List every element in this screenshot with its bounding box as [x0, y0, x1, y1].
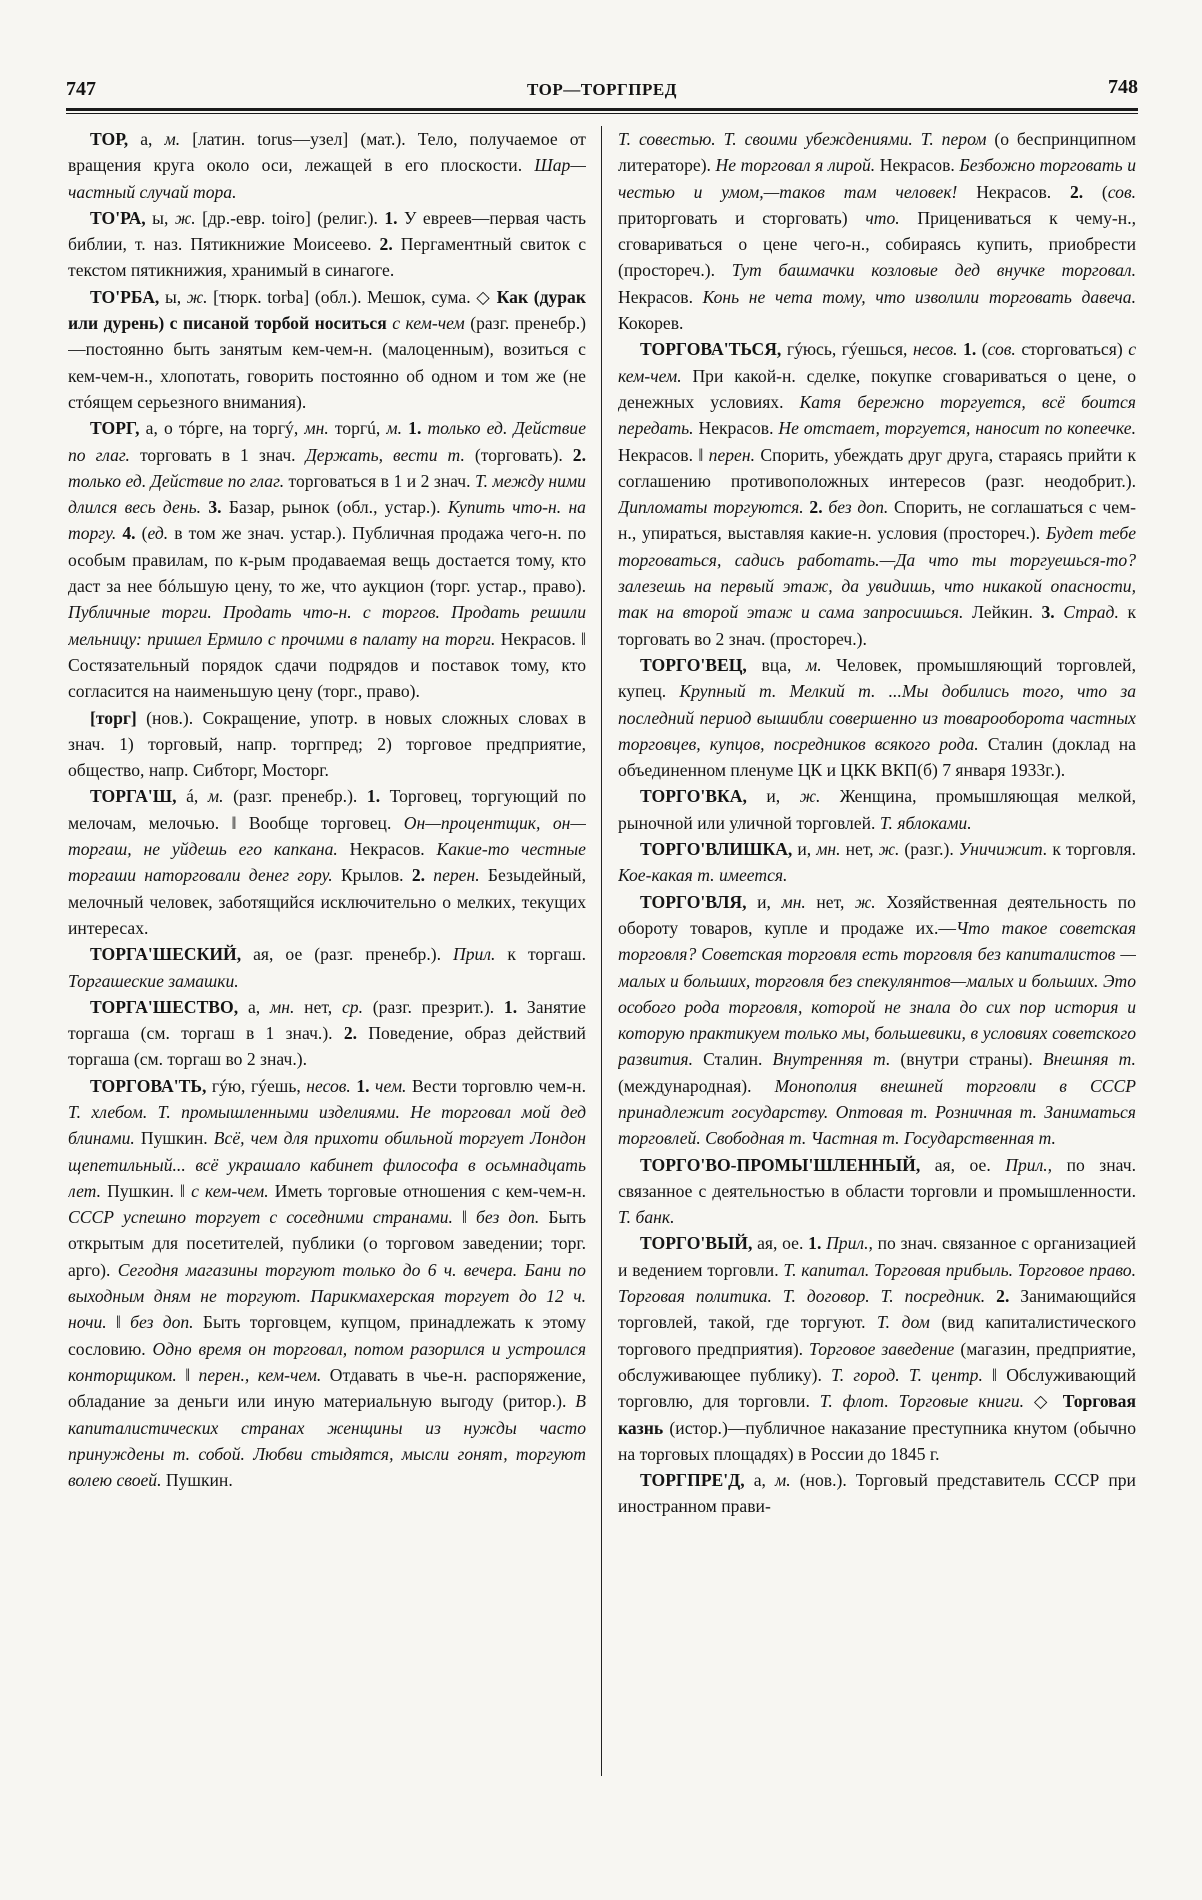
definition-text: Сталин.	[692, 1049, 773, 1070]
example-text: Будет тебе торговаться, садись работать.—Да что ты торгуешься-то? залезешь на первый этаж, да увидишь, что никакой опасности, так на второй этаж и сама запросишься.	[618, 523, 1136, 623]
example-text: м.	[164, 129, 181, 149]
definition-text: по знач. связанное с деятельностью в области торговли и промышленности.	[618, 1154, 1136, 1201]
dictionary-entry	[618, 783, 1136, 836]
headword: ТОРГОВА'ТЬ,	[90, 1075, 207, 1096]
example-text: м.	[806, 654, 822, 675]
definition-text: Вести торговлю чем-н.	[406, 1075, 586, 1096]
example-text: м.	[386, 418, 403, 439]
example-text: ед.	[147, 523, 169, 544]
definition-text: (о беспринципном литераторе).	[618, 129, 1136, 176]
definition-text: (	[135, 523, 148, 544]
dictionary-entry	[68, 705, 586, 784]
example-text: Т. дом	[876, 1312, 930, 1333]
definition-text	[985, 1286, 996, 1306]
example-text: только ед. Действие по глаг.	[68, 418, 586, 465]
headword: ТОРГА'Ш,	[90, 786, 177, 807]
definition-text: ая, ое.	[920, 1154, 1006, 1175]
headword: ТОР,	[90, 129, 129, 149]
example-text: с кем-чем.	[191, 1180, 269, 1201]
sense-number: 1.	[408, 418, 422, 439]
headword: ТОРГА'ШЕСКИЙ,	[90, 944, 242, 965]
headword: ТОРГО'ВЫЙ,	[640, 1233, 753, 1254]
example-text: перен.	[425, 865, 480, 886]
example-text: что.	[865, 207, 900, 228]
definition-text: Безыдейный, мелочный человек, заботящийся исключительно о мелких, текущих интересах.	[68, 865, 586, 938]
definition-text: и,	[746, 891, 782, 912]
example-text: Т. между ними длился весь день.	[68, 470, 586, 518]
definition-text: ‖	[106, 1312, 131, 1333]
phrase: Как (дурак или дурень) с писаной торбой носиться	[68, 286, 586, 334]
definition-text: Занятие торгаша (см. торгаш в 1 знач.).	[68, 996, 586, 1044]
definition-text: (внутри страны).	[890, 1049, 1043, 1070]
definition-text: ы,	[159, 286, 187, 307]
definition-text: Женщина, промышляющая мелкой, рыночной или уличной торговлей.	[618, 786, 1136, 833]
definition-text: ая, ое (разг. пренебр.).	[241, 944, 454, 965]
sense-number: 1.	[356, 1075, 370, 1096]
dictionary-entry	[68, 284, 586, 415]
definition-text: Некрасов. ‖ Состязательный порядок сдачи подрядов и поставок тому, кто согласится на наименьшую цену (торг., право).	[68, 628, 586, 702]
example-text: Прил.,	[821, 1233, 873, 1254]
example-text: Т. хлебом. Т. промышленными изделиями. Не торговал мой дед блинами.	[68, 1101, 586, 1149]
definition-text: (вид капиталистического торгового предприятия).	[618, 1312, 1136, 1359]
definition-text: [др.-евр. toiro] (религ.).	[195, 207, 385, 228]
example-text: ж.	[799, 786, 821, 807]
dictionary-entry	[68, 1073, 586, 1494]
sense-number: 2.	[379, 234, 393, 255]
example-text: ж.	[878, 839, 900, 860]
sense-number: 2.	[411, 865, 426, 886]
definition-text: (	[976, 339, 988, 360]
sense-number: 4.	[122, 523, 136, 544]
example-text: Конь не чета тому, что изволили торговать давеча.	[702, 286, 1136, 307]
example-text: СССР успешно торгует с соседними странами.	[68, 1207, 453, 1228]
sense-number: 1.	[503, 996, 518, 1017]
definition-text: (разг. пренебр.).	[223, 786, 367, 807]
sense-number: 1.	[366, 786, 381, 807]
definition-text: Занимающийся торговлей, такой, где торгуют.	[618, 1286, 1136, 1333]
definition-text: к торговля.	[1047, 839, 1136, 860]
example-text: Крупный т. Мелкий т. ...Мы добились того, что за последний период вышибли совершенно из товарооборота частных торговцев, купцов, посредников всякого рода.	[618, 681, 1136, 754]
definition-text: а, о тóрге, на торгý,	[139, 418, 305, 439]
dictionary-entry	[618, 336, 1136, 652]
example-text: Страд.	[1054, 602, 1119, 623]
definition-text: гýю, гýешь,	[206, 1075, 307, 1096]
example-text: м.	[775, 1470, 791, 1491]
definition-text: а,	[128, 129, 165, 149]
definition-text: Некрасов.	[337, 839, 437, 860]
example-text: Держать, вести т.	[305, 444, 465, 465]
example-text: Т. капитал. Торговая прибыль. Торговое право. Торговая политика. Т. договор. Т. посредник.	[618, 1259, 1136, 1307]
definition-text: Сталин (доклад на объединенном пленуме ЦК и ЦКК ВКП(б) 7 января 1933г.).	[618, 733, 1136, 781]
definition-text: Некрасов.	[693, 418, 779, 439]
definition-text: (разг. пренебр.)—постоянно быть занятым кем-чем-н. (малоценным), возиться с кем-чем-н., хлопотать, говорить постоянно об одном и том же (не стóящем серьезного внимания).	[68, 313, 586, 412]
definition-text: Хозяйственная деятельность по обороту товаров, купле и продаже их.—	[618, 891, 1136, 938]
definition-text: ‖	[452, 1207, 477, 1228]
right-column	[618, 126, 1136, 1886]
definition-text: нет,	[840, 839, 879, 860]
dictionary-entry	[68, 783, 586, 941]
headword: ТОРГ,	[90, 418, 140, 439]
sense-number: 3.	[1041, 602, 1055, 623]
definition-text: торговаться в 1 и 2 знач.	[284, 470, 475, 491]
example-text: Дипломаты торгуются.	[618, 497, 804, 518]
dictionary-entry	[618, 652, 1136, 783]
definition-text: У евреев—первая часть библии, т. наз. Пятикнижие Моисеево.	[68, 207, 586, 255]
entry-continuation	[618, 126, 1136, 336]
example-text: ср.	[341, 996, 363, 1017]
example-text: сов.	[987, 339, 1016, 360]
example-text: Монополия внешней торговли в СССР принадлежит государству. Оптовая т. Розничная т. Заниматься торговлей. Свободная т. Частная т. Государственная т.	[618, 1075, 1136, 1149]
definition-text: приторговать и сторговать)	[618, 207, 866, 228]
definition-text: Иметь торговые отношения с кем-чем-н.	[268, 1180, 586, 1201]
dictionary-entry	[618, 1467, 1136, 1520]
definition-text: торговать в 1 знач.	[129, 444, 306, 465]
page-number-left: 747	[66, 78, 96, 100]
sense-number: 2.	[996, 1286, 1010, 1307]
definition-text: Отдавать в чье-н. распоряжение, обладание за деньги или иную материальную выгоду (ритор.).	[68, 1364, 586, 1412]
definition-text: и,	[792, 839, 817, 860]
dictionary-entry	[68, 205, 586, 284]
example-text: Не отстает, торгуется, наносит по копеечке.	[778, 418, 1136, 439]
example-text: мн.	[269, 996, 295, 1017]
definition-text: При какой-н. сделке, покупке сговариваться о цене, о денежных условиях.	[618, 365, 1136, 412]
example-text: Купить что-н. на торгу.	[68, 497, 586, 544]
example-text: Сегодня магазины торгуют только до 6 ч. вечера. Бани по выходным дням не торгуют. Парикмахерская торгует до 12 ч. ночи.	[68, 1259, 586, 1333]
headword: ТОРГА'ШЕСТВО,	[90, 996, 239, 1017]
definition-text: (торговать).	[464, 444, 573, 465]
headword: ТО'РА,	[90, 207, 146, 228]
example-text: Внешняя т.	[1042, 1049, 1136, 1070]
example-text: Внутренняя т.	[772, 1049, 891, 1070]
left-column	[68, 126, 586, 1886]
definition-text: (истор.)—публичное наказание преступника кнутом (обычно на торговых площадях) в России до 1845 г.	[618, 1417, 1136, 1464]
header-rule-thin	[66, 113, 1138, 114]
dictionary-entry	[618, 1152, 1136, 1231]
headword: ТОРГПРЕ'Д,	[640, 1470, 745, 1491]
header-rule-thick	[66, 108, 1138, 111]
page-number-right: 748	[1108, 76, 1138, 98]
definition-text: к торговать во 2 знач. (простореч.).	[618, 602, 1136, 649]
definition-text: Прицениваться к чему-н., сговариваться о цене чего-н., собираясь купить, приобрести (простореч.).	[618, 207, 1136, 281]
definition-text: торгú,	[328, 418, 387, 439]
definition-text: сторговаться)	[1015, 339, 1129, 360]
example-text: Т. флот. Торговые книги.	[819, 1391, 1025, 1412]
definition-text: гýюсь, гýешься,	[781, 339, 913, 360]
definition-text: а,	[744, 1470, 775, 1491]
example-text: Какие-то честные торгаши наторговали денег гору.	[68, 839, 586, 886]
sense-number: 1.	[384, 207, 398, 228]
example-text: Тут башмачки козловые дед внучке торговал.	[731, 260, 1136, 281]
definition-text: [латин. torus—узел] (мат.). Тело, получаемое от вращения круга около оси, лежащей в его плоскости.	[68, 129, 586, 176]
example-text: мн.	[304, 418, 329, 439]
sense-number: 1.	[808, 1233, 822, 1254]
sense-number: 2.	[572, 444, 586, 465]
page-header	[66, 74, 1138, 108]
example-text: Безбожно торговать и честью и умом,—таков там человек!	[618, 155, 1136, 202]
definition-text: ы,	[145, 207, 175, 228]
example-text: перен., кем-чем.	[198, 1364, 322, 1385]
example-text: В капиталистических странах женщины из нужды часто принуждены т. собой. Любви стыдятся, мысли гонят, торгуют волею своей.	[68, 1391, 586, 1491]
definition-text: Некрасов.	[957, 181, 1070, 202]
example-text: сов.	[1107, 181, 1136, 202]
definition-text: (разг. презрит.).	[362, 996, 504, 1017]
example-text: Т. банк.	[618, 1207, 675, 1228]
definition-text: Торговец, торгующий по мелочам, мелочью. ‖ Вообще торговец.	[68, 786, 586, 833]
definition-text: Некрасов. ‖	[618, 444, 709, 465]
definition-text: нет,	[805, 891, 855, 912]
example-text: мн.	[816, 839, 841, 860]
definition-text: к торгаш.	[495, 944, 586, 965]
definition-text: Человек, промышляющий торговлей, купец.	[618, 654, 1136, 702]
definition-text: (разг.).	[899, 839, 959, 860]
definition-text: (нов.). Торговый представитель СССР при иностранном прави-	[618, 1470, 1136, 1517]
example-text: с кем-чем.	[618, 339, 1136, 386]
definition-text: [тюрк. torba] (обл.). Мешок, сума. ◇	[207, 286, 497, 307]
definition-text: Базар, рынок (обл., устар.).	[221, 497, 448, 518]
dictionary-entry	[618, 1230, 1136, 1467]
definition-text: ая, ое.	[752, 1233, 809, 1254]
example-text: Всё, чем для прихоти обильной торгует Лондон щепетильный... всё украшало кабинет философа в осьмнадцать лет.	[68, 1128, 586, 1201]
definition-text: Лейкин.	[963, 602, 1042, 623]
headword: ТОРГО'ВЛИШКА,	[640, 839, 793, 860]
definition-text: (нов.). Сокращение, употр. в новых сложных словах в знач. 1) торговый, напр. торгпред; 2) торговое предприятие, общество, напр. Сибторг, Мосторг.	[68, 707, 586, 781]
headword: ТОРГО'ВКА,	[640, 786, 747, 807]
example-text: Т. город. Т. центр.	[831, 1364, 983, 1385]
example-text: Торговое заведение	[809, 1338, 955, 1359]
headword: ТОРГО'ВО-ПРОМЫ'ШЛЕННЫЙ,	[640, 1154, 921, 1175]
definition-text: по знач. связанное с организацией и ведением торговли.	[618, 1233, 1136, 1280]
example-text: с кем-чем	[386, 313, 465, 334]
example-text: Публичные торги. Продать что-н. с торгов. Продать решили мельницу: пришел Ермило с прочими в палату на торги.	[68, 602, 586, 649]
definition-text: (магазин, предприятие, обслуживающее публику).	[618, 1338, 1136, 1385]
dictionary-entry	[68, 994, 586, 1073]
sense-number: 2.	[1069, 181, 1084, 202]
example-text: Прил.	[453, 944, 496, 965]
definition-text: Пушкин. ‖	[101, 1180, 192, 1201]
example-text: перен.	[708, 444, 755, 465]
definition-text: Быть торговцем, купцом, принадлежать к этому сословию.	[68, 1312, 586, 1359]
dictionary-entry	[68, 415, 586, 704]
headword: ТО'РБА,	[90, 286, 160, 307]
definition-text: Некрасов.	[618, 286, 703, 307]
example-text: Не торговал я лирой.	[715, 155, 876, 176]
example-text: Кое-какая т. имеется.	[618, 865, 788, 886]
definition-text: Пушкин.	[134, 1128, 214, 1149]
headword: ТОРГОВА'ТЬСЯ,	[640, 339, 782, 360]
sense-number: 2.	[343, 1023, 358, 1044]
example-text: Он—процентщик, он—торгаш, не уйдешь его капкана.	[68, 812, 586, 860]
example-text: ж.	[186, 286, 208, 307]
example-text: м.	[207, 786, 224, 807]
example-text: Торгашеские замашки.	[68, 970, 239, 991]
headword: [торг]	[90, 707, 137, 728]
example-text: Что такое советская торговля? Советская торговля есть торговля без капиталистов — малых и больших, торговля без спекулянтов—малых и больших. Это особого рода торговля, которой не знала до сих пор история и которую практикуем только мы, большевики, в условиях советского развития.	[618, 917, 1136, 1070]
definition-text: ‖	[176, 1364, 199, 1385]
column-divider	[601, 126, 602, 1776]
definition-text: (	[1083, 181, 1108, 202]
definition-text: Пушкин.	[161, 1470, 233, 1491]
phrase: Торговая казнь	[618, 1391, 1136, 1438]
definition-text: Пергаментный свиток с текстом пятикнижия, хранимый в синагоге.	[68, 234, 586, 281]
example-text: Уничижит.	[958, 839, 1048, 860]
definition-text: нет,	[294, 996, 342, 1017]
definition-text: Некрасов.	[875, 155, 960, 176]
sense-number: 2.	[809, 497, 823, 518]
running-head: ТОР—ТОРГПРЕД	[527, 80, 677, 99]
example-text: Катя бережно торгуется, всё боится передать.	[618, 391, 1136, 439]
definition-text: в том же знач. устар.). Публичная продажа чего-н. по особым правилам, по к-рым продаваемая вещь достается тому, кто даст за нее бóльшую цену, то же, что аукцион (торг. устар., право).	[68, 523, 586, 597]
headword: ТОРГО'ВЕЦ,	[640, 654, 747, 675]
example-text: без доп.	[130, 1312, 194, 1333]
example-text: несов.	[912, 339, 958, 360]
example-text: Шар—частный случай тора.	[68, 155, 586, 202]
definition-text: Спорить, не соглашаться с чем-н., упираться, выставляя какие-н. условия (простореч.).	[618, 497, 1136, 544]
sense-number: 3.	[208, 497, 222, 518]
definition-text: ‖ Обслуживающий торговлю, для торговли.	[618, 1364, 1136, 1412]
definition-text: и,	[746, 786, 800, 807]
example-text: без доп.	[476, 1207, 540, 1228]
dictionary-entry	[68, 126, 586, 205]
dictionary-entry	[618, 836, 1136, 889]
headword: ТОРГО'ВЛЯ,	[640, 891, 747, 912]
definition-text: Быть открытым для посетителей, публики (о торговом заведении; торг. арго).	[68, 1207, 586, 1280]
example-text: чем.	[369, 1075, 407, 1096]
example-text: Т. яблоками.	[879, 812, 972, 833]
example-text: без доп.	[822, 497, 889, 518]
example-text: Т. совестью. Т. своими убеждениями. Т. пером	[618, 129, 987, 149]
definition-text: Кокорев.	[618, 313, 684, 334]
definition-text: а,	[238, 996, 270, 1017]
definition-text: Спорить, убеждать друг друга, стараясь прийти к соглашению противоположных интересов (разг. неодобрит.).	[618, 444, 1136, 491]
definition-text: Поведение, образ действий торгаша (см. торгаш во 2 знач.).	[68, 1023, 586, 1070]
sense-number: 1.	[963, 339, 977, 360]
example-text: несов.	[306, 1075, 351, 1096]
dictionary-entry	[68, 941, 586, 994]
example-text: мн.	[781, 891, 806, 912]
definition-text: á,	[176, 786, 208, 807]
definition-text: (международная).	[618, 1075, 775, 1096]
example-text: Одно время он торговал, потом разорился и устроился конторщиком.	[68, 1338, 586, 1385]
dictionary-entry	[618, 889, 1136, 1152]
example-text: Прил.,	[1005, 1154, 1053, 1175]
example-text: только ед. Действие по глаг.	[68, 470, 285, 491]
definition-text: вца,	[746, 654, 807, 675]
definition-text: Крылов.	[332, 865, 412, 886]
example-text: ж.	[854, 891, 876, 912]
example-text: ж.	[174, 207, 196, 228]
definition-text: ◇	[1024, 1391, 1063, 1412]
